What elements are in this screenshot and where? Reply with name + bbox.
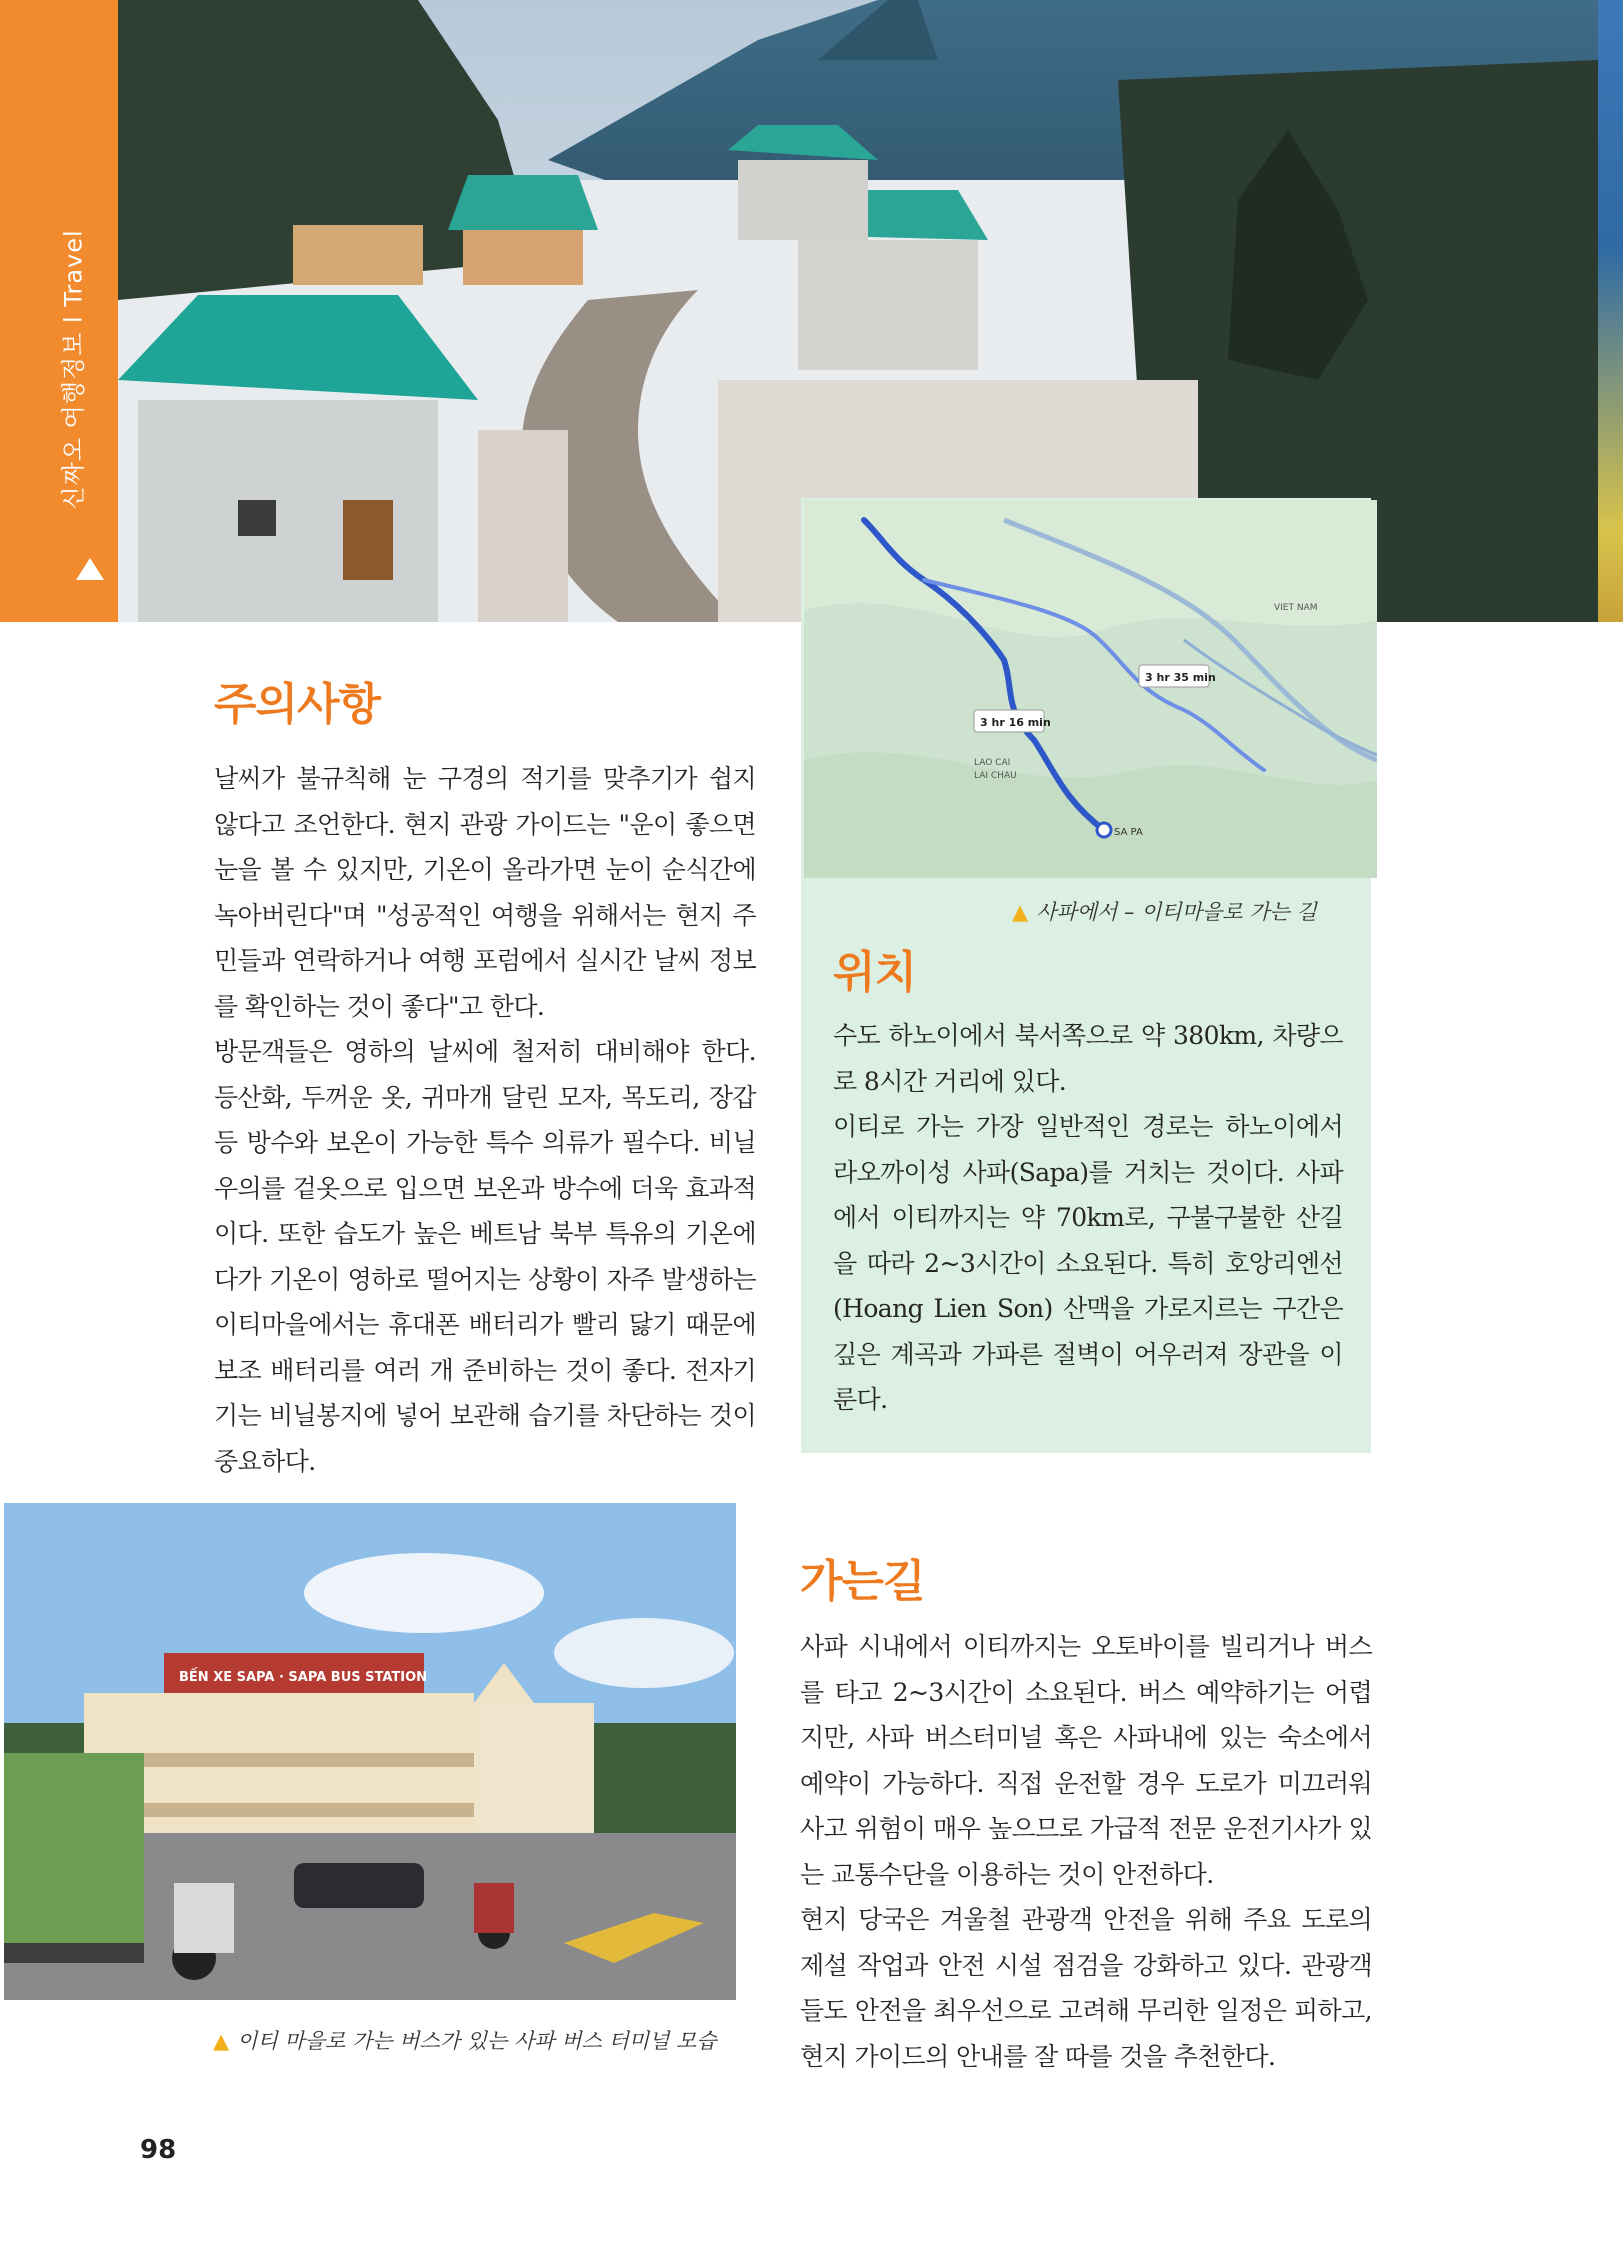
map-label-sapa: SA PA (1114, 827, 1143, 838)
route-body (800, 1624, 1372, 2079)
caption-triangle-icon: ▲ (1012, 900, 1029, 924)
mountain-icon (76, 558, 104, 580)
next-page-edge (1598, 0, 1623, 622)
location-paragraph: 이티로 가는 가장 일반적인 경로는 하노이에서 라오까이성 사파(Sapa)를 거치는 것이다. 사파에서 이티까지는 약 70km로, 구불구불한 산길을 따라 2~3시간이 소요된다. 특히 호앙리엔선(Hoang Lien Son) 산맥을 가로지르는 구간은 깊은 계곡과 가파른 절벽이 어우러져 장관을 이룬다. (833, 1112, 1343, 1414)
route-map (804, 500, 1377, 878)
caption-triangle-icon: ▲ (213, 2029, 230, 2053)
bus-station-photo (4, 1503, 736, 2000)
caution-title: 주의사항 (214, 679, 381, 730)
page-number: 98 (140, 2135, 177, 2165)
location-title: 위치 (833, 947, 917, 998)
route-time-1: 3 hr 16 min (980, 716, 1051, 729)
map-label-laichau: LAI CHAU (974, 771, 1017, 781)
route-title: 가는길 (800, 1556, 925, 1607)
map-label-laocai: LAO CAI (974, 758, 1011, 768)
location-paragraph: 수도 하노이에서 북서쪽으로 약 380km, 차량으로 8시간 거리에 있다. (833, 1021, 1343, 1096)
bus-station-sign: BẾN XE SAPA · SAPA BUS STATION (179, 1670, 428, 1685)
section-label: 신짜오 여행정보 l Travel (59, 229, 88, 510)
caution-body (214, 756, 756, 1484)
route-paragraph: 현지 당국은 겨울철 관광객 안전을 위해 주요 도로의 제설 작업과 안전 시설 점검을 강화하고 있다. 관광객들도 안전을 최우선으로 고려해 무리한 일정은 피하고, 현지 가이드의 안내를 잘 따를 것을 추천한다. (800, 1905, 1372, 2071)
map-label-vietnam: VIET NAM (1274, 603, 1318, 613)
location-body (833, 1013, 1343, 1423)
caution-paragraph: 방문객들은 영하의 날씨에 철저히 대비해야 한다. 등산화, 두꺼운 옷, 귀마개 달린 모자, 목도리, 장갑 등 방수와 보온이 가능한 특수 의류가 필수다. 비닐우의를 겉옷으로 입으면 보온과 방수에 더욱 효과적이다. 또한 습도가 높은 베트남 북부 특유의 기온에다가 기온이 영하로 떨어지는 상황이 자주 발생하는 이티마을에서는 휴대폰 배터리가 빨리 닳기 때문에 보조 배터리를 여러 개 준비하는 것이 좋다. 전자기기는 비닐봉지에 넣어 보관해 습기를 차단하는 것이 중요하다. (214, 1037, 756, 1476)
caution-paragraph: 날씨가 불규칙해 눈 구경의 적기를 맞추기가 쉽지 않다고 조언한다. 현지 관광 가이드는 "운이 좋으면 눈을 볼 수 있지만, 기온이 올라가면 눈이 순식간에 녹아버린다"며 "성공적인 여행을 위해서는 현지 주민들과 연락하거나 여행 포럼에서 실시간 날씨 정보를 확인하는 것이 좋다"고 한다. (214, 764, 756, 1021)
map-caption: ▲ 사파에서 – 이티마을로 가는 길 (1012, 900, 1317, 924)
bus-photo-caption: ▲ 이티 마을로 가는 버스가 있는 사파 버스 터미널 모습 (213, 2029, 717, 2053)
route-time-2: 3 hr 35 min (1145, 671, 1216, 684)
section-side-tab (0, 0, 118, 622)
bus-station-image (4, 1503, 736, 2000)
route-map-image (804, 500, 1377, 878)
route-paragraph: 사파 시내에서 이티까지는 오토바이를 빌리거나 버스를 타고 2~3시간이 소요된다. 버스 예약하기는 어렵지만, 사파 버스터미널 혹은 사파내에 있는 숙소에서 예약이 가능하다. 직접 운전할 경우 도로가 미끄러워 사고 위험이 매우 높으므로 가급적 전문 운전기사가 있는 교통수단을 이용하는 것이 안전하다. (800, 1632, 1372, 1889)
